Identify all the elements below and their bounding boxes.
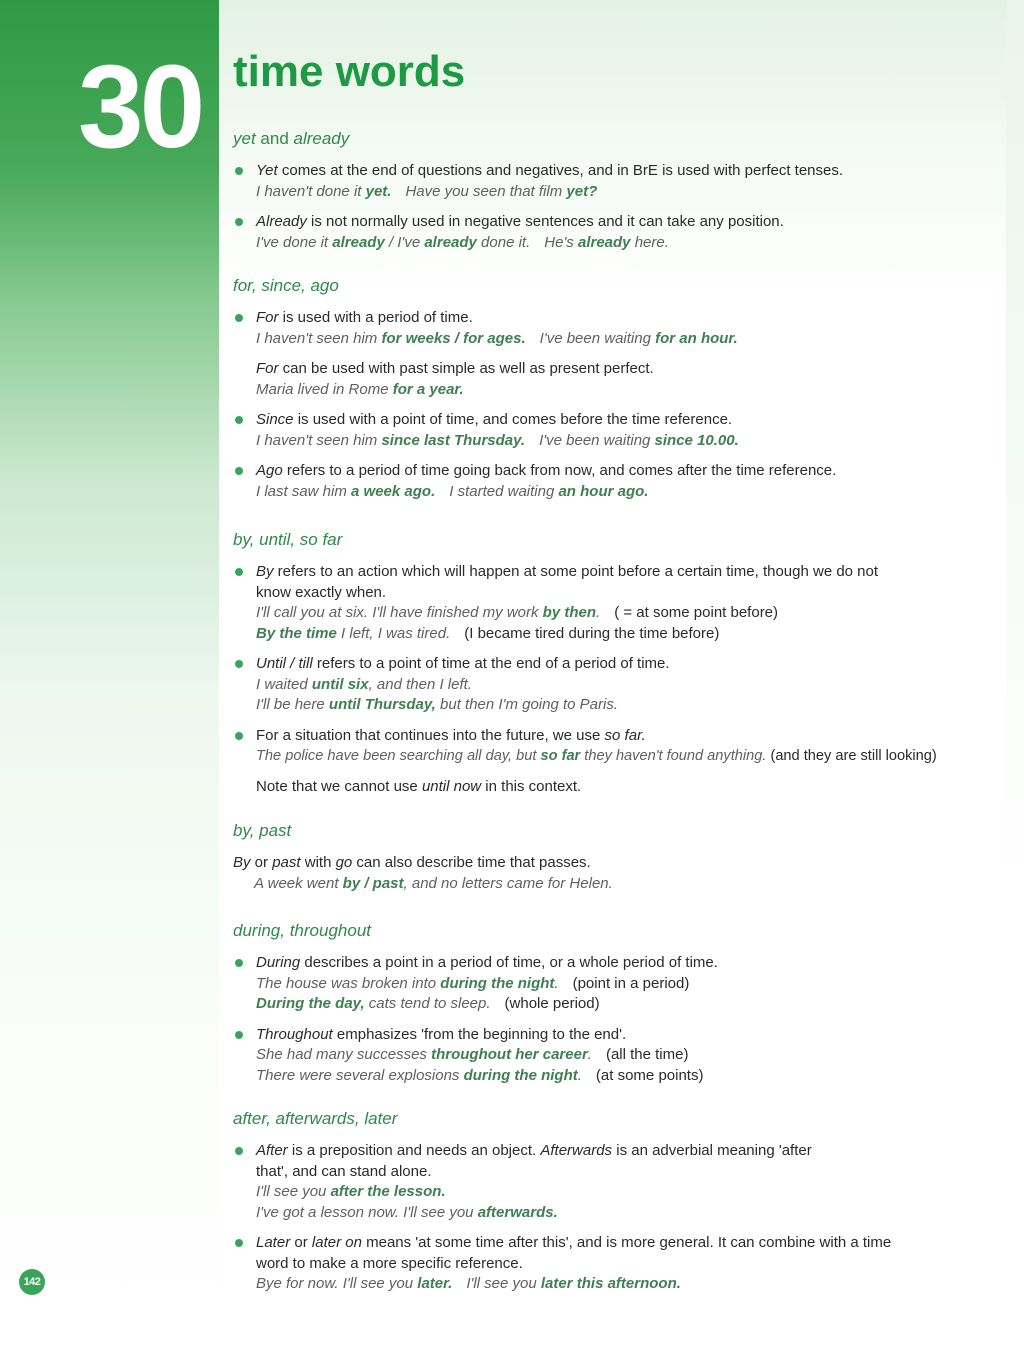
section-by-until-so-far: [233, 529, 1003, 807]
bullet-since: Since is used with a point of time, and comes before the time reference. I haven't seen him since last Thursday. I've been waiting since 10.00.: [233, 410, 1003, 451]
section-heading-for-since-ago: for, since, ago: [233, 276, 339, 295]
bullet-by: By refers to an action which will happen at some point before a certain time, though we do not know exactly when. I'll call you at six. I'll have finished my work by then. ( = at some point before) By the time I left, I was tired. (I became tired during the time before): [233, 562, 1003, 644]
bullet-dot: [235, 1147, 243, 1155]
section-heading-by-until-so-far: by, until, so far: [233, 530, 343, 549]
right-edge-tint: [1006, 0, 1024, 1359]
bullet-dot: [235, 660, 243, 668]
bullet-dot: [235, 732, 243, 740]
note-for-past-simple: For can be used with past simple as well as present perfect. Maria lived in Rome for a year.: [256, 360, 654, 398]
section-for-since-ago: [233, 275, 1003, 512]
bullet-ago: Ago refers to a period of time going back from now, and comes after the time reference. I last saw him a week ago. I started waiting an hour ago.: [233, 461, 1003, 502]
bullet-dot: [235, 314, 243, 322]
bullet-during: During describes a point in a period of time, or a whole period of time. The house was broken into during the night. (point in a period) During the day, cats tend to sleep. (whole period): [233, 953, 1003, 1015]
bullet-dot: [235, 167, 243, 175]
section-after-afterwards-later: [233, 1108, 1003, 1305]
bullet-after: After is a preposition and needs an object. Afterwards is an adverbial meaning 'after that', and can stand alone. I'll see you after the lesson. I've got a lesson now. I'll see you afterwards.: [233, 1141, 1003, 1223]
unit-number: 30: [78, 41, 202, 173]
bullet-dot: [235, 218, 243, 226]
bullet-dot: [235, 416, 243, 424]
green-sidebar: [0, 0, 219, 1359]
example-line: I've done it already / I've already done it. He's already here.: [256, 233, 669, 251]
section-heading-yet-already: yet and already: [233, 129, 350, 148]
bullet-dot: [235, 1239, 243, 1247]
by-past-body: By or past with go can also describe time that passes. A week went by / past, and no letters came for Helen.: [233, 854, 613, 892]
bullet-dot: [235, 467, 243, 475]
section-by-past: [233, 820, 1003, 904]
bullet-for: For is used with a period of time. I haven't seen him for weeks / for ages. I've been waiting for an hour.: [233, 308, 1003, 349]
bullet-later: Later or later on means 'at some time after this', and is more general. It can combine with a time word to make a more specific reference. Bye for now. I'll see you later. I'll see you later this afternoon.: [233, 1233, 1003, 1295]
section-heading-during-throughout: during, throughout: [233, 921, 371, 940]
unit-title: time words: [233, 47, 466, 96]
note-until-now: Note that we cannot use until now in this context.: [256, 777, 582, 795]
section-during-throughout: [233, 920, 1003, 1096]
bullet-yet: Yet comes at the end of questions and negatives, and in BrE is used with perfect tenses. I haven't done it yet. Have you seen that film yet?: [233, 161, 1003, 202]
bullet-so-far: For a situation that continues into the future, we use so far. The police have been searching all day, but so far they haven't found anything. (and they are still looking): [233, 726, 1003, 767]
page-number-badge: 142: [19, 1269, 45, 1295]
bullet-until: Until / till refers to a point of time at the end of a period of time. I waited until six, and then I left. I'll be here until Thursday, but then I'm going to Paris.: [233, 654, 1003, 716]
section-heading-after-afterwards-later: after, afterwards, later: [233, 1109, 398, 1128]
bullet-dot: [235, 1031, 243, 1039]
bullet-already: Already is not normally used in negative sentences and it can take any position. I've done it already / I've already done it. He's already here.: [233, 212, 1003, 253]
bullet-dot: [235, 959, 243, 967]
bullet-throughout: Throughout emphasizes 'from the beginning to the end'. She had many successes throughout her career. (all the time) There were several explosions during the night. (at some points): [233, 1025, 1003, 1087]
example-line: I haven't done it yet. Have you seen that film yet?: [256, 182, 598, 200]
bullet-dot: [235, 568, 243, 576]
section-heading-by-past: by, past: [233, 821, 292, 840]
section-yet-already: [233, 128, 1003, 263]
